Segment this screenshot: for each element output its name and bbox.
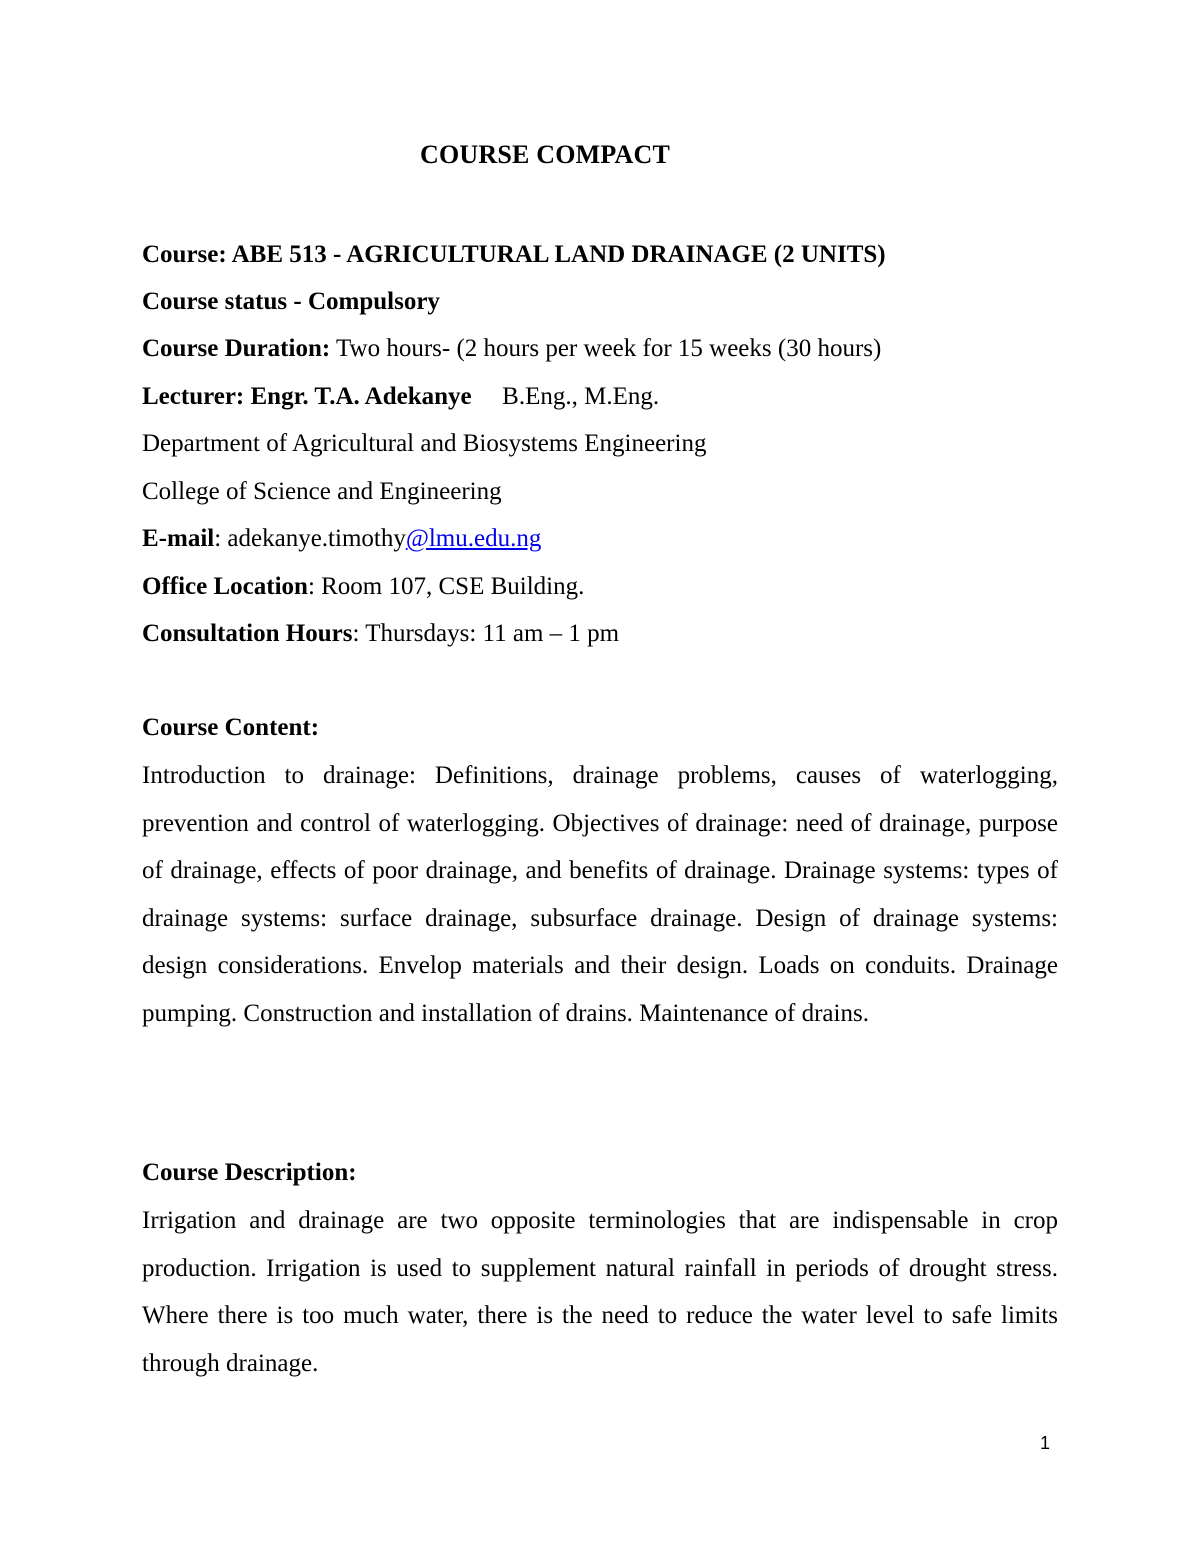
course-line (142, 238, 886, 272)
email-label: E-mail (142, 525, 215, 552)
course-duration-line (142, 332, 881, 366)
course-status-line: Course status - Compulsory (142, 288, 440, 315)
office-label: Office Location (142, 573, 308, 600)
email-user: adekanye.timothy (227, 525, 406, 552)
course-description-body: Irrigation and drainage are two opposite terminologies that are indispensable in crop production. Irrigation is used to supplement natural rainfall in periods of drought stress. Where there is too much water, there is the need to reduce the water level to safe limits through drainage. (142, 1207, 1058, 1377)
course-content-heading: Course Content: (142, 714, 320, 741)
office-line (142, 570, 584, 604)
email-line (142, 522, 541, 556)
course-value: ABE 513 - AGRICULTURAL LAND DRAINAGE (2 UNITS) (231, 241, 886, 268)
document-title: COURSE COMPACT (419, 140, 671, 169)
lecturer-line (142, 380, 659, 414)
lecturer-label: Lecturer: Engr. T.A. Adekanye (142, 383, 472, 410)
email-separator: : (214, 525, 222, 552)
duration-label: Course Duration: (142, 335, 331, 362)
consultation-label: Consultation Hours (142, 620, 353, 647)
college-line: College of Science and Engineering (142, 478, 502, 505)
lecturer-qualifications: B.Eng., M.Eng. (502, 383, 660, 410)
page-number: 1 (1040, 1433, 1051, 1453)
office-value: : Room 107, CSE Building. (307, 573, 585, 600)
consultation-value: : Thursdays: 11 am – 1 pm (352, 620, 620, 647)
consultation-line (142, 617, 619, 651)
department-line: Department of Agricultural and Biosystems Engineering (142, 430, 707, 457)
course-label: Course: (142, 241, 227, 268)
course-description-heading: Course Description: (142, 1159, 357, 1186)
course-content-body: Introduction to drainage: Definitions, drainage problems, causes of waterlogging, prevention and control of waterlogging. Objectives of drainage: need of drainage, purpose of drainage, effects of poor drainage, and benefits of drainage. Drainage systems: types of drainage systems: surface drainage, subsurface drainage. Design of drainage systems: design considerations. Envelop materials and their design. Loads on conduits. Drainage pumping. Construction and installation of drains. Maintenance of drains. (142, 762, 1058, 1027)
email-link[interactable]: @lmu.edu.ng (405, 525, 542, 552)
duration-value: Two hours- (2 hours per week for 15 weeks (30 hours) (336, 335, 882, 362)
